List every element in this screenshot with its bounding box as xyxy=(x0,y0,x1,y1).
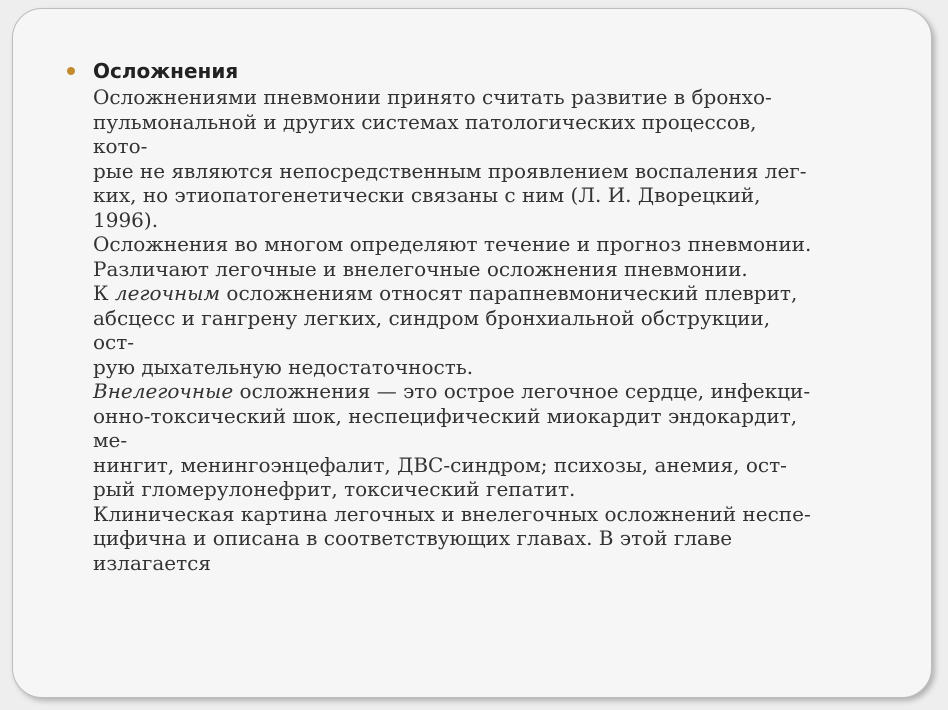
text-line: пульмональной и других системах патологических процессов, xyxy=(93,109,757,134)
text-line-extrapulmonary xyxy=(93,379,913,404)
text-line: излагается xyxy=(93,550,211,575)
text-line: ких, но этиопатогенетически связаны с ним (Л. И. Дворецкий, xyxy=(93,183,761,207)
slide-heading: Осложнения xyxy=(93,59,239,83)
slide xyxy=(12,8,932,698)
slide-content xyxy=(63,59,913,575)
body-text xyxy=(63,85,913,575)
text-line: рые не являются непосредственным проявлением воспаления лег- xyxy=(93,158,807,183)
text-line: Осложнения во многом определяют течение и прогноз пневмонии. xyxy=(93,232,812,256)
extrapulmonary-italic: Внелегочные xyxy=(93,379,234,403)
text-line: рый гломерулонефрит, токсический гепатит. xyxy=(93,477,576,501)
text-line: Клиническая картина легочных и внелегочных осложнений неспе- xyxy=(93,501,811,526)
extrapulmonary-suffix: осложнения — это острое легочное сердце, инфекци- xyxy=(233,379,811,403)
text-line: онно-токсический шок, неспецифический миокардит эндокардит, xyxy=(93,403,798,428)
pulmonary-prefix: К xyxy=(93,281,115,305)
text-line: рую дыхательную недостаточность. xyxy=(93,354,474,379)
bullet-icon xyxy=(67,67,75,75)
heading-row xyxy=(63,59,913,83)
text-line: Осложнениями пневмонии принято считать развитие в бронхо- xyxy=(93,85,772,109)
pulmonary-suffix: осложнениям относят парапневмонический плеврит, xyxy=(220,281,798,305)
text-line: ост- xyxy=(93,330,135,354)
text-line: 1996). xyxy=(93,207,159,232)
text-line: цифична и описана в соответствующих главах. В этой главе xyxy=(93,526,733,550)
text-line: кото- xyxy=(93,134,148,158)
text-line: абсцесс и гангрену легких, синдром бронхиальной обструкции, xyxy=(93,305,771,330)
text-line: Различают легочные и внелегочные осложнения пневмонии. xyxy=(93,256,748,281)
pulmonary-italic: легочным xyxy=(114,281,221,305)
text-line: нингит, менингоэнцефалит, ДВС-синдром; психозы, анемия, ост- xyxy=(93,452,787,477)
text-line-pulmonary xyxy=(93,281,913,306)
text-line: ме- xyxy=(93,428,128,452)
